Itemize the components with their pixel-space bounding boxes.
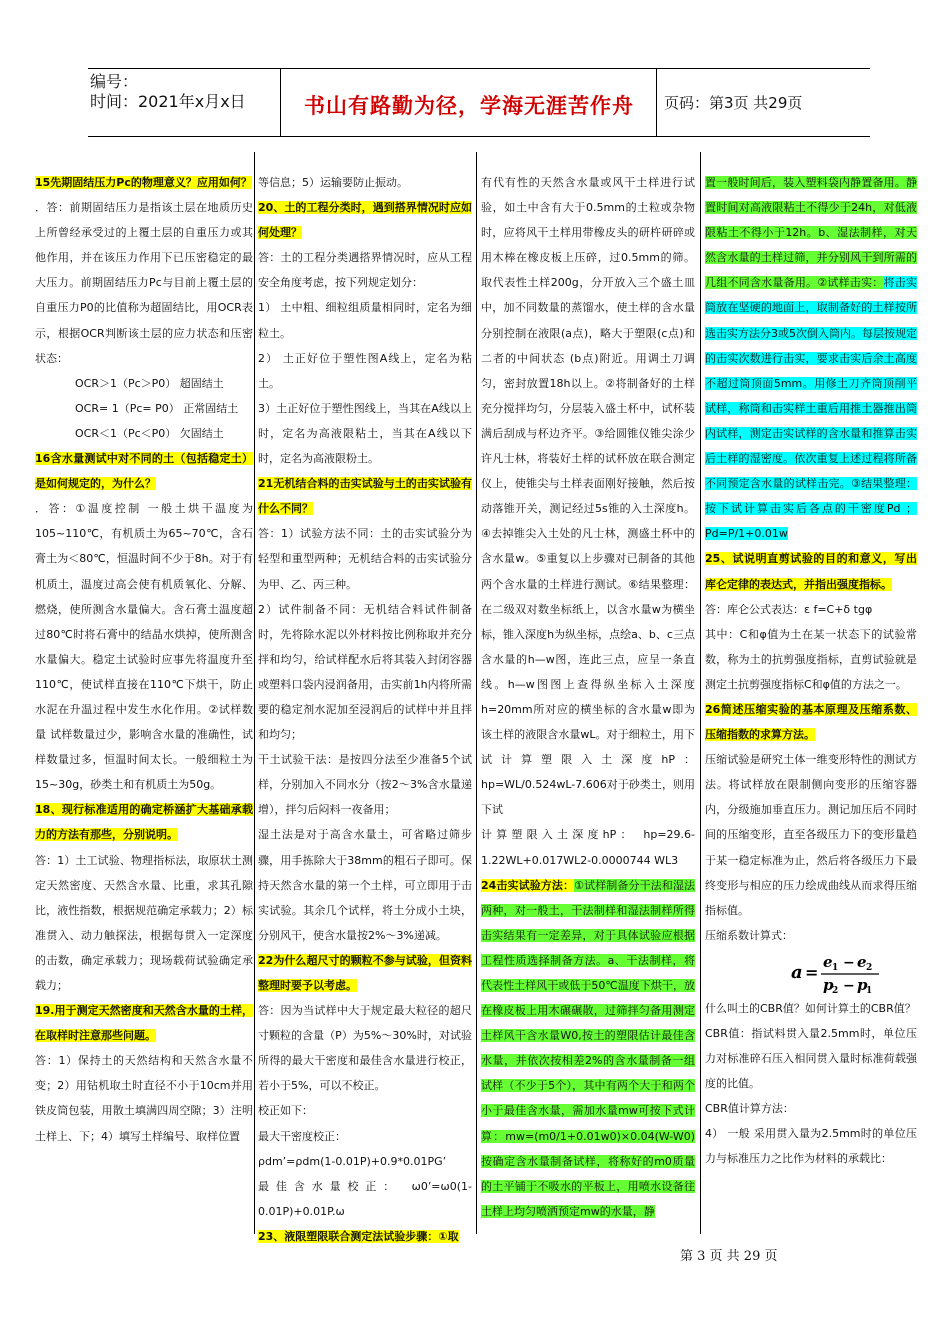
body-text: ．答：前期固结压力是指该土层在地质历史上所曾经承受过的上覆土层的自重压力或其他作用，并在该压力作用下已压密稳定的最大压力。前期固结压力Pc与目前上覆土层的自重压力P0的比值称为超固结比，用OCR表示，根据OCR判断该土层的应力状态和压密状态： (35, 201, 253, 365)
body-text: 1） 土中粗、细粒组质量相同时，定名为细粒土。 (258, 301, 472, 340)
column-separator-3 (700, 152, 701, 1234)
formula-p2: p (823, 975, 834, 994)
question-heading: 16含水量测试中对不同的土（包括稳定土）是如何规定的，为什么？ (35, 452, 253, 491)
col4-paragraph (705, 747, 917, 923)
col2-paragraph (258, 195, 472, 245)
col4-paragraph (705, 1121, 917, 1171)
col2-paragraph (258, 521, 472, 596)
formula-equals: = (805, 962, 819, 982)
body-text: 有代有性的天然含水量或风干土样进行试验，如土中含有大于0.5mm的土粒或杂物时，应将风干土样用带橡皮头的研杵研碎或用木棒在橡皮板上压碎，过0.5mm的筛。取代表性土样200g，分开放入三个盛土皿中，加不同数量的蒸馏水，使土样的含水量分别控制在液限(a点)，略大于塑限(c点)和二者的中间状态 (b点)附近。用调土刀调匀，密封放置18h以上。②将制备好的土样充分搅拌均匀，分层装入盛土杯中，试杯装满后刮成与杯边齐平。③给圆锥仪锥尖涂少许凡士林，将装好土样的试杯放在联合测定仪上，使锥尖与土样表面刚好接触，然后按动落锥开关，测记经过5s锥的入土深度h。④去掉锥尖入土处的凡士林，测盛土杯中的含水量w。⑤重复以上步骤对已制备的其他两个含水量的土样进行测试。⑥结果整理：在二级双对数坐标纸上，以含水量w为横坐标，锥入深度h为纵坐标，点绘a、b、c三点含水量的h—w图，连此三点，应呈一条直线。h—w图图上查得纵坐标入土深度h=20mm所对应的横坐标的含水量w即为该土样的液限含水量wL。对于细粒土，用下试计算塑限入土深度hP：hp=WL/0.524wL-7.606对于砂类土，则用下试 (481, 176, 695, 817)
col2-paragraph (258, 1124, 472, 1149)
body-text: 最大干密度校正： (258, 1129, 346, 1143)
formula-p1-sub: 1 (866, 985, 873, 996)
col1-paragraph (35, 170, 253, 195)
formula-p2-sub: 2 (832, 985, 839, 996)
ocr-state-line: OCR＞1（Pc＞P0） 超固结土 (75, 376, 224, 390)
col2-paragraph (258, 1149, 472, 1174)
text-column-4 (705, 170, 917, 1235)
col4-paragraph (705, 923, 917, 994)
formula-e1: e (823, 952, 833, 971)
col1-paragraph (35, 797, 253, 847)
question-heading: 25、试说明直剪试验的目的和意义，写出库仑定律的表达式，并指出强度指标。 (705, 552, 917, 591)
col4-paragraph (705, 597, 917, 622)
col3-paragraph (481, 822, 695, 872)
body-text: 答：因为当试样中大于规定最大粒径的超尺寸颗粒的含量（P）为5%～30%时，对试验所得的最大干密度和最佳含水量进行校正，若小于5%，可以不校正。 (258, 1004, 472, 1093)
header-divider-left (280, 68, 281, 136)
col1-paragraph (35, 1048, 253, 1148)
formula-e1-sub: 1 (832, 962, 839, 973)
text-column-2 (258, 170, 472, 1243)
body-text: 答：库仑公式表达：ε f=C+δ tgφ (705, 602, 873, 616)
col3-paragraph (481, 873, 695, 1224)
body-text: 2） 土正好位于塑性图A线上，定名为粘土。 (258, 351, 472, 390)
col3-paragraph (481, 170, 695, 822)
body-text: CBR值计算方法： (705, 1102, 794, 1116)
body-text: 答：1）保持土的天然结构和天然含水量不变；2）用钻机取土时直径不小于10cm并用铁皮筒包装，用散土填满四周空隙；3）注明土样上、下；4）填写土样编号、取样位置 (35, 1054, 253, 1143)
col4-paragraph (705, 1096, 917, 1121)
body-text: 其中：C和φ值为土在某一状态下的试验常数，称为土的抗剪强度指标，直剪试验就是测定土抗剪强度指标C和φ值的方法之一。 (705, 627, 917, 691)
col2-paragraph (258, 948, 472, 998)
column-separator-1 (254, 152, 255, 1234)
body-text: 2）试件制备不同：无机结合料试件制备时，先将除水泥以外材料按比例称取并充分拌和均匀，给试样配水后将其装入封闭容器或塑料口袋内浸润备用，击实前1h内将所需要的稳定剂水泥加至浸润后的试样中并且拌和均匀； (258, 602, 472, 742)
col1-paragraph (35, 496, 253, 797)
body-text: 校正如下： (258, 1104, 313, 1118)
body-text: 答：1）试验方法不同：土的击实试验分为轻型和重型两种；无机结合料的击实试验分为甲、乙、丙三种。 (258, 527, 472, 591)
text-column-3 (481, 170, 695, 1235)
col4-paragraph (705, 697, 917, 747)
body-text: 3）土正好位于塑性图线上，当其在A线以上时，定名为高液限粘土，当其在A线以下时，定名为高液限粉土。 (258, 401, 472, 466)
col4-paragraph (705, 546, 917, 596)
ocr-state-line: OCR= 1（Pc= P0） 正常固结土 (75, 401, 239, 415)
question-heading: 19.用于测定天然密度和天然含水量的土样，在取样时注意那些问题。 (35, 1004, 253, 1043)
compression-coefficient-formula (785, 950, 895, 994)
body-text: 湿土法是对于高含水量土，可省略过筛步骤，用手拣除大于38mm的粗石子即可。保持天然含水量的第一个土样，可立即用于击实试验。其余几个试样，将土分成小土块，分别风干，使含水量按2%～3%递减。 (258, 828, 472, 942)
col2-paragraph (258, 295, 472, 345)
body-text: 4） 一般 采用贯入量为2.5mm时的单位压力与标准压力之比作为材料的承载比： (705, 1127, 917, 1166)
col2-paragraph (258, 170, 472, 195)
col1-paragraph (35, 848, 253, 999)
col4-paragraph (705, 622, 917, 697)
page-footer: 第 3 页 共 29 页 (680, 1249, 778, 1264)
header-page-number: 页码：第3页 共29页 (664, 94, 803, 112)
question-heading: 23、液限塑限联合测定法试验步骤：①取 (258, 1229, 459, 1243)
header-meta (90, 72, 246, 112)
text-column-1 (35, 170, 253, 1235)
question-heading: 21无机结合料的击实试验与土的击实试验有什么不同？ (258, 477, 472, 516)
col2-paragraph (258, 1098, 472, 1123)
formula-e2-sub: 2 (866, 962, 873, 973)
question-heading: 15先期固结压力Pc的物理意义？应用如何？ (35, 176, 252, 189)
question-heading: 26简述压缩实验的基本原理及压缩系数、压缩指数的求算方法。 (705, 702, 917, 742)
col2-paragraph (258, 1174, 472, 1224)
highlighted-text: ①试样制备分干法和湿法两种，对一般土，干法制样和湿法制样所得击实结果有一定差异，对于具体试验应根据工程性质选择制备方法。a、干法制样，将代表性土样风干或低于50℃温度下烘干，放在橡皮板上用木碾碾散，过筛拌匀备用测定土样风干含水量W0,按土的塑限估计最佳含水量，并依次按相差2%的含水量制备一组试样（不少于5个），其中有两个大于和两个小于最佳含水量，需加水量mw可按下式计算：mw=(m0/1+0.01w0)×0.04(W-W0)按确定含水量制备试样，将称好的m0质量的土平铺于不吸水的平板上，用喷水设备往土样上均匀喷洒预定mw的水量，静 (481, 878, 695, 1218)
body-text: ρdm’=ρdm(1-0.01P)+0.9*0.01PG’ (258, 1154, 447, 1168)
body-text: 压缩试验是研究土体一维变形特性的测试方法。将试样放在限制侧向变形的压缩容器内，分级施加垂直压力。测记加压后不同时间的压缩变形，直至各级压力下的变形量趋于某一稳定标准为止，然后将各级压力下最终变形与相应的压力绘成曲线从而求得压缩指标值。 (705, 753, 917, 917)
col1-paragraph (35, 421, 253, 446)
col2-paragraph (258, 747, 472, 822)
formula-e2: e (857, 952, 867, 971)
body-text: 答：土的工程分类遇搭界情况时，应从工程安全角度考虑，按下列规定划分： (258, 251, 472, 290)
body-text: CBR值：指试料贯入量2.5mm时，单位压力对标准碎石压入相同贯入量时标准荷载强度的比值。 (705, 1027, 917, 1091)
col2-paragraph (258, 346, 472, 396)
header-number: 编号： (90, 72, 139, 91)
highlighted-text-cyan: 将击实筒放在坚硬的地面上，取制备好的土样按所选击实方法分3或5次倒入筒内。每层按规定的击实次数进行击实，要求击实后余土高度不超过筒顶面5mm。用修土刀齐筒顶削平试样，称筒和击实样土重后用推土器推出筒内试样，测定击实试样的含水量和推算击实后土样的湿密度。依次重复上述过程将所备不同预定含水量的试样击完。③结果整理：按下试计算击实后各点的干密度Pd ； Pd=P/1+0.01w (705, 276, 917, 541)
formula-label: 压缩系数计算式： (705, 928, 793, 942)
body-text: 最佳含水量校正： ω0’=ω0(1-0.01P)+0.01P.ω (258, 1179, 472, 1218)
header-top-rule (88, 68, 870, 69)
col1-paragraph (35, 446, 253, 496)
col2-paragraph (258, 245, 472, 295)
question-heading: 18、现行标准适用的确定桥涵扩大基础承载力的方法有那些，分别说明。 (35, 803, 253, 842)
formula-minus-top: − (843, 954, 855, 971)
header-divider-right (656, 68, 657, 136)
col4-paragraph (705, 170, 917, 546)
col2-paragraph (258, 998, 472, 1098)
col2-paragraph (258, 597, 472, 748)
formula-minus-bottom: − (843, 977, 855, 994)
ocr-state-line: OCR＜1（Pc＜P0） 欠固结土 (75, 426, 224, 440)
body-text: 等信息；5）运输要防止振动。 (258, 176, 408, 189)
col1-paragraph (35, 998, 253, 1048)
question-heading: 20、土的工程分类时，遇到搭界情况时应如何处理？ (258, 201, 472, 240)
highlighted-text: 置一般时间后，装入塑料袋内静置备用。静置时间对高液限粘土不得少于24h，对低液限粘土不得小于12h。b、湿法制样，对天然含水量的土样过筛，并分别风干到所需的几组不同含水量备用。②试样击实： (705, 176, 917, 290)
column-separator-2 (476, 152, 477, 1234)
col2-paragraph (258, 471, 472, 521)
formula-a: a (791, 961, 803, 983)
header-bottom-rule (88, 136, 870, 137)
body-text: 什么叫土的CBR值？如何计算土的CBR值？ (705, 1001, 916, 1015)
question-heading: 22为什么超尺寸的颗粒不参与试验，但资料整理时要予以考虑。 (258, 953, 472, 992)
col2-paragraph (258, 1224, 472, 1249)
header-motto: 书山有路勤为径，学海无涯苦作舟 (304, 94, 634, 118)
col1-paragraph (35, 396, 253, 421)
col1-paragraph (35, 195, 253, 371)
col4-paragraph (705, 996, 917, 1021)
question-heading: 24击实试验方法： (481, 878, 575, 892)
col4-paragraph (705, 1021, 917, 1096)
col2-paragraph (258, 822, 472, 947)
body-text: ．答：①温度控制 一般土烘干温度为105~110℃，有机质土为65~70℃，含石膏土为＜80℃，恒温时间不少于8h。对于有机质土，温度过高会使有机质氧化、分解、燃烧，使所测含水量偏大。含石膏土温度超过80℃时将石膏中的结晶水烘掉，使所测含水量偏大。稳定土试验时应事先将温度升至110℃，使试样直接在110℃下烘干，防止水泥在升温过程中发生水化作用。②试样数量 试样数量过少，影响含水量的准确性，试样数量过多，恒温时间太长。一般细粒土为15~30g，砂类土和有机质土为50g。 (35, 502, 253, 792)
col2-paragraph (258, 396, 472, 471)
header-date: 时间：2021年x月x日 (90, 92, 246, 111)
body-text: 计算塑限入土深度hP： hp=29.6-1.22WL+0.017WL2-0.0000744 WL3 (481, 828, 695, 867)
formula-p1: p (857, 975, 868, 994)
body-text: 答：1）土工试验、物理指标法，取原状土测定天然密度、天然含水量、比重，求其孔隙比，液性指数，根据规范确定承载力；2）标准贯入、动力触探法，根据每贯入一定深度的击数，确定承载力；现场载荷试验确定承载力； (35, 853, 253, 992)
body-text: 干土试验干法：是按四分法至少准备5个试样，分别加入不同水分（按2～3%含水量递增），拌匀后闷料一夜备用； (258, 753, 472, 817)
col1-paragraph (35, 371, 253, 396)
